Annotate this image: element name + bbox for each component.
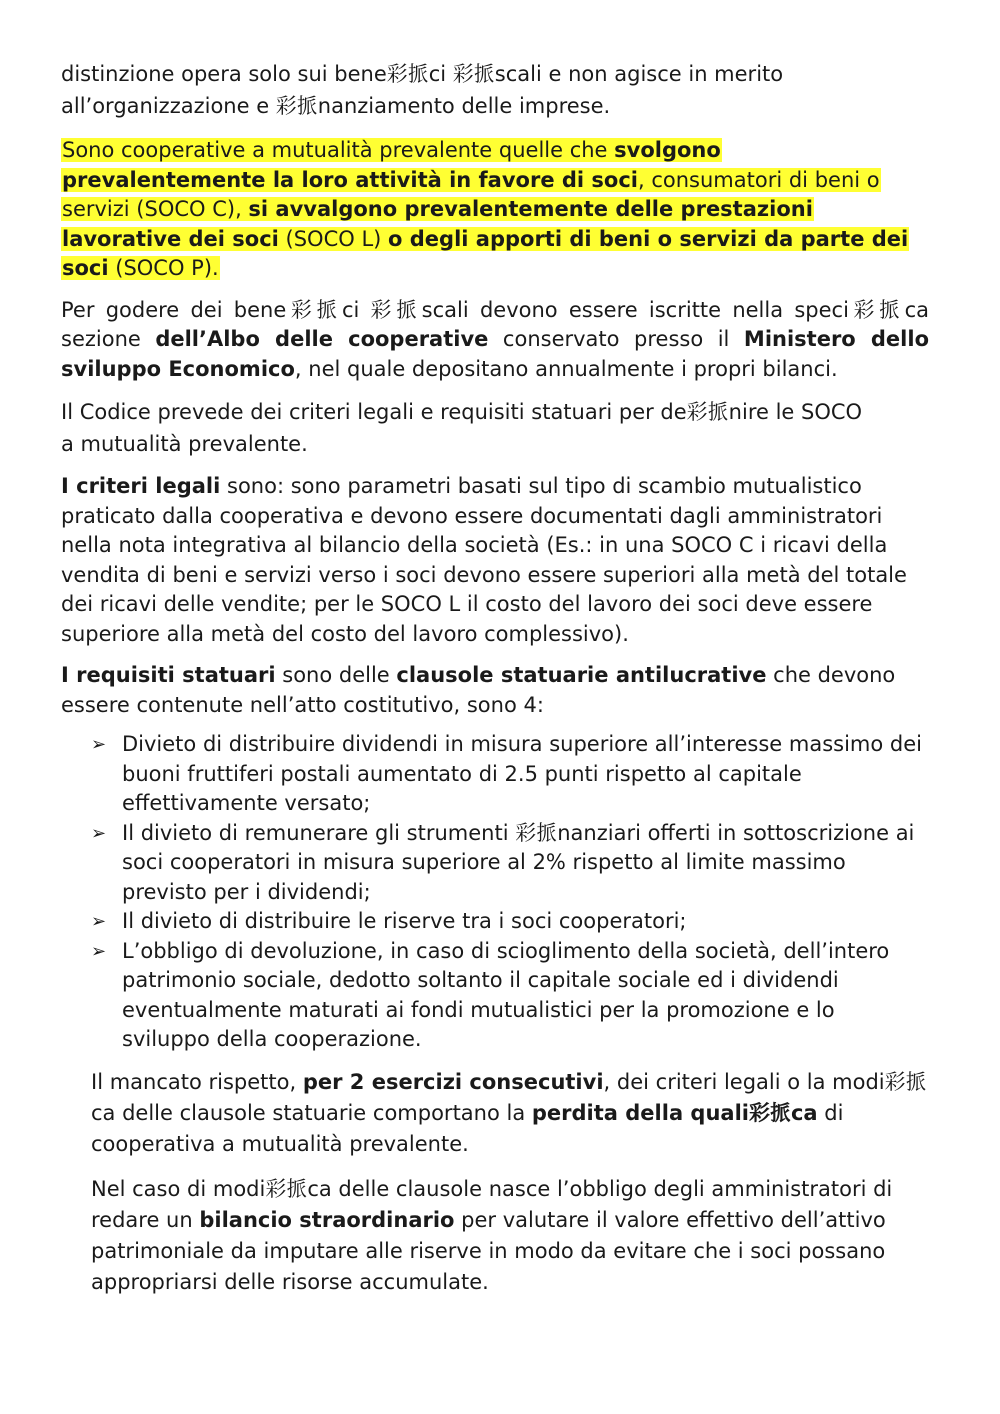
definition-bold-1: svolgono prevalentemente la loro attività in favore di soci [62, 138, 721, 192]
mancato-text-3: di cooperativa a mutualità prevalente. [91, 1100, 844, 1156]
definition-text-1: Sono cooperative a mutualità prevalente quelle che [62, 138, 615, 162]
definition-bold-3: o degli apporti di beni o servizi da parte dei soci [62, 226, 909, 280]
codice-line-1: Il Codice prevede dei criteri legali e requisiti statuari per de彩挀nire le SOCO [61, 400, 863, 424]
albo-bold-1: dell’Albo delle cooperative [155, 327, 489, 351]
intro-line-2: all’organizzazione e 彩挀nanziamento delle imprese. [61, 94, 611, 118]
list-item [61, 937, 929, 1055]
mancato-text-1: Il mancato rispetto, [91, 1069, 303, 1094]
definition-text-3: (SOCO L) [278, 226, 389, 251]
mancato-text-2: , dei criteri legali o la modi彩挀ca delle clausole statuarie comportano la [91, 1069, 927, 1125]
requisiti-heading: I requisiti statuari [61, 663, 276, 687]
document-page [61, 58, 929, 1298]
highlighted-definition [61, 138, 909, 280]
definition-bold-2: si avvalgono prevalentemente delle prestazioni lavorative dei soci [62, 197, 813, 251]
arrow-bullet-icon: ➢ [91, 911, 107, 932]
albo-text-2: conservato presso il [488, 327, 744, 351]
requisiti-list [61, 730, 929, 1055]
paragraph-mancato-rispetto [91, 1067, 929, 1160]
list-item-text: Il divieto di distribuire le riserve tra i soci cooperatori; [122, 909, 687, 933]
albo-bold-2: Ministero dello sviluppo Economico [61, 327, 929, 381]
list-item [61, 819, 929, 908]
mancato-bold-2: perdita della quali彩挀ca [531, 1100, 818, 1125]
list-item-text: Divieto di distribuire dividendi in misura superiore all’interesse massimo dei buoni fruttiferi postali aumentato di 2.5 punti rispetto al capitale effettivamente versato; [122, 732, 922, 815]
requisiti-bold-2: clausole statuarie antilucrative [396, 663, 767, 687]
paragraph-criteri-legali [61, 472, 929, 649]
paragraph-requisiti-statuari [61, 661, 929, 720]
bilancio-bold-1: bilancio straordinario [199, 1207, 455, 1232]
bilancio-text-1: Nel caso di modi彩挀ca delle clausole nasce l’obbligo degli amministratori di redare un [91, 1176, 893, 1232]
definition-text-4: (SOCO P). [108, 256, 219, 280]
paragraph-albo [61, 296, 929, 385]
criteri-legali-heading: I criteri legali [61, 474, 221, 498]
codice-line-2: a mutualità prevalente. [61, 432, 308, 456]
list-item [61, 907, 929, 937]
criteri-legali-text: sono: sono parametri basati sul tipo di scambio mutualistico praticato dalla cooperativa e devono essere documentati dagli amministratori nella nota integrativa al bilancio della società (Es.: in una SOCO C i ricavi della vendita di beni e servizi verso i soci devono essere superiori alla metà del totale dei ricavi delle vendite; per le SOCO L il costo del lavoro dei soci deve essere superiore alla metà del costo del lavoro complessivo). [61, 474, 907, 646]
list-item-text: L’obbligo di devoluzione, in caso di scioglimento della società, dell’intero patrimonio sociale, dedotto soltanto il capitale sociale ed i dividendi eventualmente maturati ai fondi mutualistici per la promozione e lo sviluppo della cooperazione. [122, 938, 890, 1051]
intro-line-1: distinzione opera solo sui bene彩挀ci 彩挀scali e non agisce in merito [61, 62, 784, 86]
albo-text-1: Per godere dei bene彩挀ci 彩挀scali devono essere iscritte nella speci彩挀ca sezione [61, 297, 929, 351]
paragraph-intro [61, 58, 929, 122]
arrow-bullet-icon: ➢ [91, 822, 107, 844]
list-item-text: Il divieto di remunerare gli strumenti 彩挀nanziari offerti in sottoscrizione ai soci cooperatori in misura superiore al 2% rispetto al limite massimo previsto per i dividendi; [122, 820, 915, 904]
definition-text-2: , consumatori di beni o servizi (SOCO C), [62, 167, 880, 221]
arrow-bullet-icon: ➢ [91, 940, 107, 962]
list-item [61, 730, 929, 819]
albo-text-3: , nel quale depositano annualmente i propri bilanci. [294, 356, 838, 381]
requisiti-text-2: che devono essere contenute nell’atto costitutivo, sono 4: [61, 663, 896, 717]
paragraph-definition-highlighted [61, 136, 929, 284]
arrow-bullet-icon: ➢ [91, 734, 107, 755]
paragraph-codice [61, 396, 929, 460]
paragraph-bilancio-straordinario [91, 1174, 929, 1298]
bilancio-text-2: per valutare il valore effettivo dell’attivo patrimoniale da imputare alle riserve in modo da evitare che i soci possano appropriarsi delle risorse accumulate. [91, 1207, 886, 1294]
requisiti-text-1: sono delle [275, 663, 397, 687]
mancato-bold-1: per 2 esercizi consecutivi [302, 1069, 604, 1094]
